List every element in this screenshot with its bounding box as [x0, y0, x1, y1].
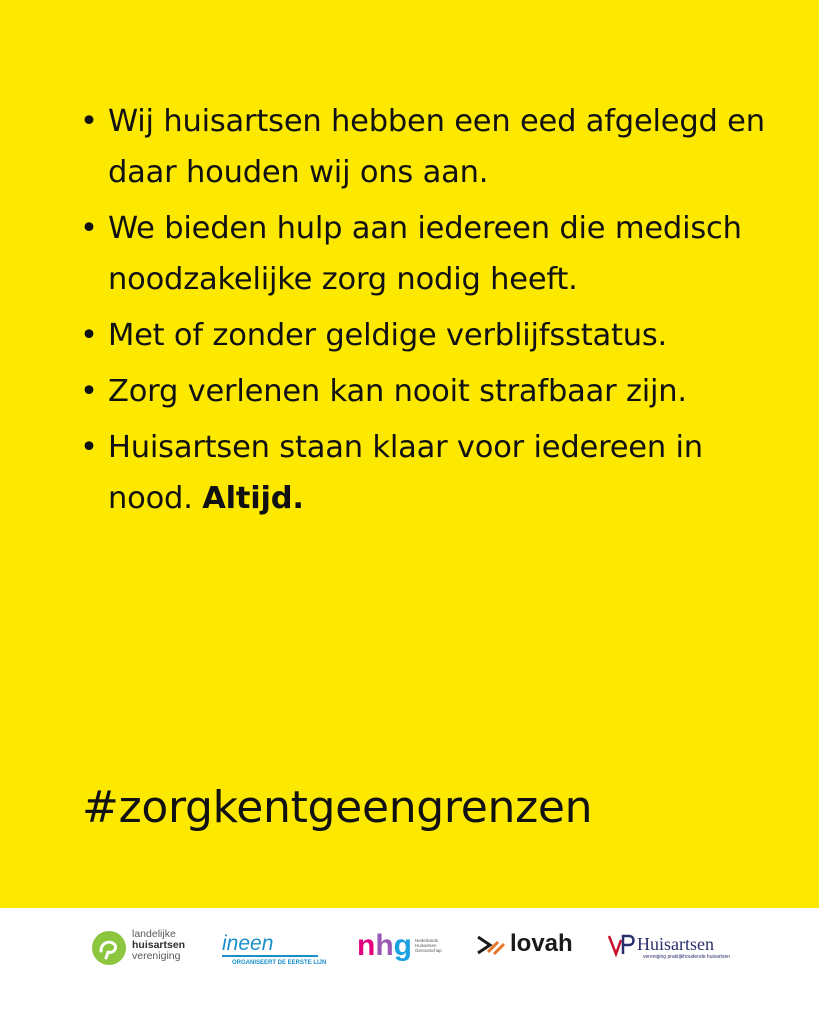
ineen-tagline: ORGANISEERT DE EERSTE LIJN — [232, 960, 327, 966]
statement-text: Wij huisartsen hebben een eed afgelegd en daar houden wij ons aan. — [108, 104, 765, 190]
statement-item — [80, 366, 780, 417]
statement-item — [80, 203, 780, 305]
statement-text: Met of zonder geldige verblijfsstatus. — [108, 318, 668, 353]
campaign-hashtag: #zorgkentgeengrenzen — [82, 782, 593, 833]
vp-wordmark: Huisartsen — [637, 934, 714, 954]
lovah-wordmark: lovah — [510, 930, 573, 957]
statement-item — [80, 96, 780, 198]
bullet-icon: • — [80, 211, 98, 246]
ineen-underline — [222, 955, 318, 957]
partner-footer — [0, 908, 819, 1024]
bullet-icon: • — [80, 318, 98, 353]
nhg-wordmark: nhg — [357, 929, 412, 962]
lhv-emblem-icon — [92, 931, 126, 965]
ineen-wordmark: ineen — [222, 932, 274, 955]
statement-emphasis: Altijd. — [202, 481, 304, 516]
statement-item — [80, 310, 780, 361]
statement-text: We bieden hulp aan iedereen die medisch noodzakelijke zorg nodig heeft. — [108, 211, 742, 297]
bullet-icon: • — [80, 374, 98, 409]
vp-tagline: vereniging praktijkhoudende huisartsen — [643, 954, 731, 960]
statement-text: Huisartsen staan klaar voor iedereen in nood. — [108, 430, 703, 516]
statement-item — [80, 422, 780, 524]
lhv-wordmark: landelijke huisartsen vereniging — [132, 928, 186, 962]
lovah-mark-icon — [476, 934, 508, 960]
statement-text: Zorg verlenen kan nooit strafbaar zijn. — [108, 374, 687, 409]
nhg-subtitle: Nederlands Huisartsen Genootschap — [415, 938, 442, 953]
statement-list — [80, 96, 780, 524]
bullet-icon: • — [80, 430, 98, 465]
bullet-icon: • — [80, 104, 98, 139]
vp-mark-icon — [607, 932, 637, 962]
